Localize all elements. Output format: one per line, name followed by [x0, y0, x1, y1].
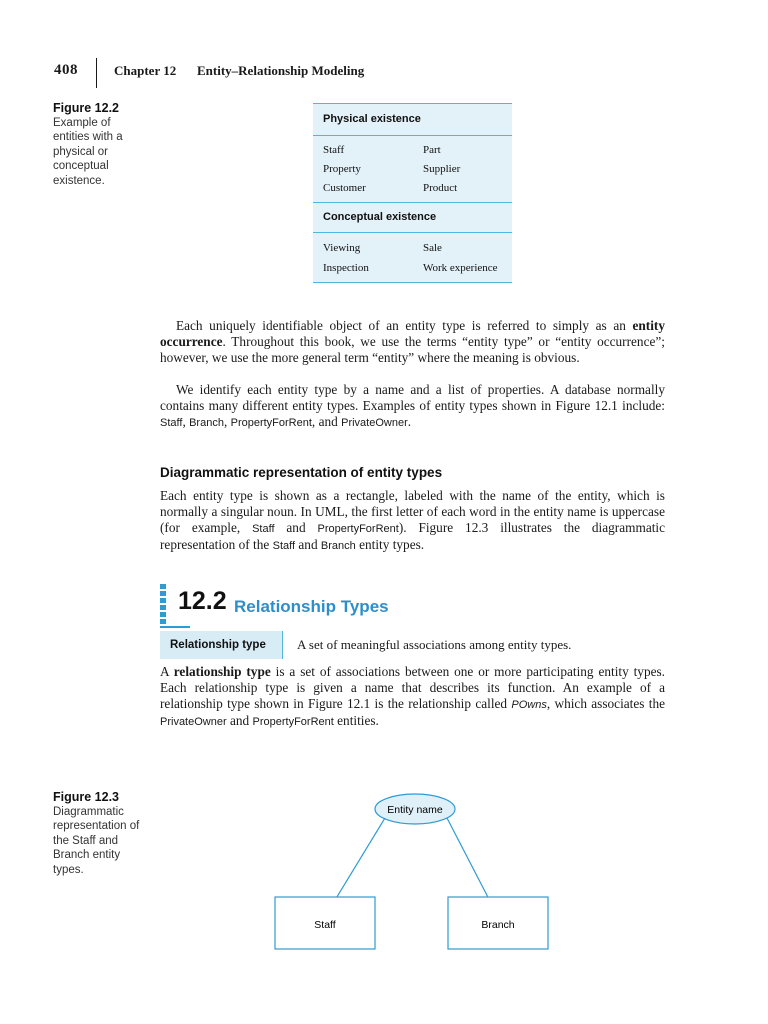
code-term: Staff — [272, 540, 296, 552]
code-term: Staff — [252, 523, 275, 535]
table-rule — [313, 282, 512, 283]
text: . Throughout this book, we use the terms “entity type” or “entity occurrence”; however, we use the more general term “entity” where the meaning is obvious. — [160, 334, 665, 365]
text: . — [407, 414, 412, 429]
code-term: Branch — [189, 417, 224, 429]
table-cell: Sale — [423, 242, 442, 254]
table-cell: Inspection — [323, 262, 369, 274]
figure-12-3-caption — [53, 790, 145, 877]
text: and — [229, 713, 250, 728]
conceptual-existence-heading: Conceptual existence — [323, 211, 437, 223]
table-cell: Customer — [323, 182, 366, 194]
section-title: Relationship Types — [234, 597, 389, 616]
callout-arrow-left — [332, 818, 385, 905]
bold-term: entity occurrence — [160, 318, 665, 349]
text: , — [182, 414, 186, 429]
entity-existence-table — [313, 103, 512, 283]
physical-existence-heading: Physical existence — [323, 113, 421, 125]
table-cell: Property — [323, 163, 361, 175]
paragraph-entity-types — [160, 382, 665, 431]
figure-caption-text: Diagrammatic representation of the Staff and Branch entity types. — [53, 805, 140, 876]
code-term: PrivateOwner — [341, 417, 408, 429]
table-cell: Part — [423, 144, 441, 156]
table-rule — [313, 103, 512, 104]
code-term: POwns — [511, 699, 547, 711]
section-marker-bar — [160, 612, 166, 617]
section-marker-bar — [160, 598, 166, 603]
bold-term: relationship type — [173, 664, 271, 679]
code-term: PropertyForRent — [252, 716, 334, 728]
table-cell: Work experience — [423, 262, 498, 274]
text: We identify each entity type by a name and a list of properties. A database normally contains many different entity types. Examples of entity types shown in Figure 12.1 include: — [160, 382, 665, 413]
code-term: Staff — [160, 417, 183, 429]
definition-text: A set of meaningful associations among entity types. — [297, 637, 572, 652]
table-cell: Supplier — [423, 163, 461, 175]
chapter-label: Chapter 12 — [114, 63, 177, 78]
table-rule — [313, 202, 512, 203]
text: ). Figure 12.3 illustrates the diagrammatic representation of the — [160, 520, 666, 552]
subheading: Diagrammatic representation of entity types — [160, 465, 443, 480]
text: , — [223, 414, 228, 429]
paragraph-relationship-type — [160, 664, 665, 730]
table-cell: Viewing — [323, 242, 361, 254]
text: entities. — [337, 713, 379, 728]
code-term: PrivateOwner — [160, 716, 227, 728]
paragraph-diagrammatic — [160, 488, 665, 554]
code-term: PropertyForRent — [317, 523, 399, 535]
text: , and — [311, 414, 338, 429]
callout-arrow-right — [447, 818, 492, 905]
figure-caption-text: Example of entities with a physical or conceptual existence. — [53, 116, 123, 187]
section-marker-bar — [160, 584, 166, 589]
text: A — [160, 664, 169, 679]
figure-label: Figure 12.3 — [53, 790, 119, 804]
staff-entity-label: Staff — [314, 919, 336, 931]
figure-12-2-caption — [53, 101, 145, 188]
entity-type-diagram — [260, 785, 515, 955]
page-number: 408 — [54, 62, 78, 78]
section-marker-bar — [160, 605, 166, 610]
section-number: 12.2 — [178, 587, 227, 615]
chapter-title: Entity–Relationship Modeling — [197, 63, 365, 78]
text: and — [298, 537, 318, 552]
branch-entity-label: Branch — [481, 919, 515, 931]
text: Each entity type is shown as a rectangle, labeled with the name of the entity, which is normally a singular noun. In UML, the first letter of each word in the entity name is uppercase (for example, — [160, 488, 665, 535]
section-marker-bar — [160, 591, 166, 596]
section-marker-bar — [160, 619, 166, 624]
table-rule — [313, 135, 512, 136]
text: entity types. — [359, 537, 425, 552]
code-term: Branch — [320, 540, 356, 552]
section-underline — [160, 626, 190, 628]
header-divider — [96, 58, 97, 88]
text: is a set of associations between one or more participating entity types. Each relationship type is given a name that describes its function. An example of a relationship type shown in Figure 12.1 is the relationship called — [160, 664, 666, 711]
text: and — [286, 520, 306, 535]
callout-label: Entity name — [387, 804, 443, 816]
code-term: PropertyForRent — [230, 417, 312, 429]
table-cell: Product — [423, 182, 458, 194]
text: , which associates the — [546, 696, 665, 711]
table-cell: Staff — [323, 144, 345, 156]
figure-label: Figure 12.2 — [53, 101, 119, 115]
text: Each uniquely identifiable object of an entity type is referred to simply as an — [176, 318, 626, 333]
table-rule — [313, 232, 512, 233]
definition-term: Relationship type — [170, 639, 266, 651]
paragraph-entity-occurrence — [160, 318, 665, 366]
